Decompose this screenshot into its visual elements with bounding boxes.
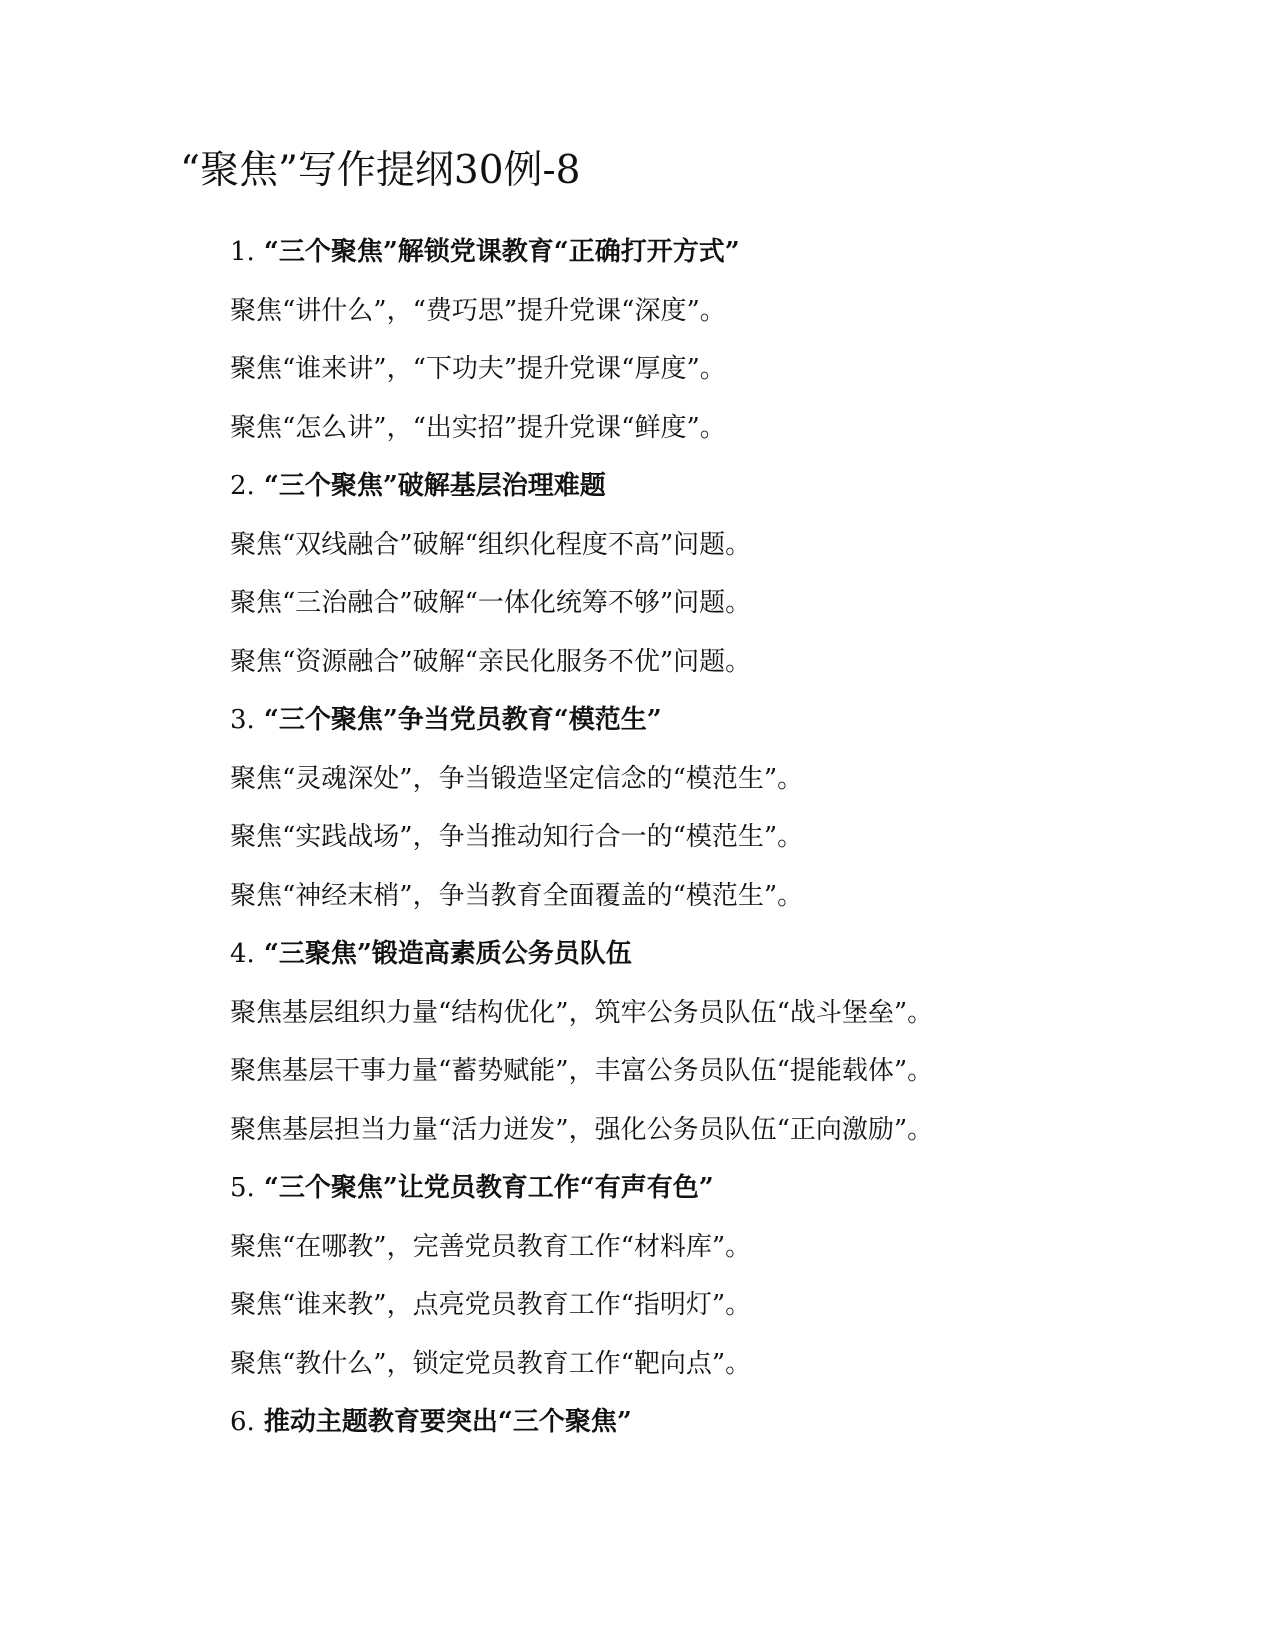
section-heading-text: “三个聚焦”破解基层治理难题 (263, 471, 606, 501)
section-heading (230, 457, 1250, 516)
section-number: 5. (230, 1173, 255, 1203)
section-heading-text: “三个聚焦”争当党员教育“模范生” (263, 705, 662, 735)
section-number: 3. (230, 705, 255, 735)
section-heading (230, 1393, 1250, 1452)
outline-item: 聚焦“教什么”，锁定党员教育工作“靶向点”。 (230, 1348, 752, 1379)
outline-item: 聚焦“谁来讲”，“下功夫”提升党课“厚度”。 (230, 354, 726, 384)
outline-item: 聚焦“实践战场”，争当推动知行合一的“模范生”。 (230, 822, 804, 852)
section-number: 2. (230, 471, 255, 501)
section-heading-text: “三个聚焦”解锁党课教育“正确打开方式” (263, 237, 740, 267)
outline-item: 聚焦“怎么讲”，“出实招”提升党课“鲜度”。 (230, 412, 726, 443)
outline-item: 聚焦“讲什么”，“费巧思”提升党课“深度”。 (230, 295, 726, 326)
outline-item: 聚焦“资源融合”破解“亲民化服务不优”问题。 (230, 646, 752, 677)
section-heading-text: “三聚焦”锻造高素质公务员队伍 (263, 939, 632, 969)
outline-item: 聚焦“灵魂深处”，争当锻造坚定信念的“模范生”。 (230, 763, 804, 794)
outline-item: 聚焦“在哪教”，完善党员教育工作“材料库”。 (230, 1231, 752, 1262)
outline-item: 聚焦“谁来教”，点亮党员教育工作“指明灯”。 (230, 1290, 752, 1320)
section-number: 6. (230, 1407, 255, 1437)
outline-item: 聚焦基层担当力量“活力迸发”，强化公务员队伍“正向激励”。 (230, 1114, 934, 1145)
section-heading-text: “三个聚焦”让党员教育工作“有声有色” (263, 1173, 714, 1203)
section-heading-text: 推动主题教育要突出“三个聚焦” (263, 1407, 632, 1437)
outline-content (230, 223, 1250, 1452)
section-number: 1. (230, 237, 255, 267)
section-heading (230, 223, 1250, 282)
section-number: 4. (230, 939, 255, 969)
outline-item: 聚焦“双线融合”破解“组织化程度不高”问题。 (230, 529, 752, 560)
outline-item: 聚焦“三治融合”破解“一体化统筹不够”问题。 (230, 588, 752, 618)
outline-item: 聚焦“神经末梢”，争当教育全面覆盖的“模范生”。 (230, 880, 804, 911)
outline-item: 聚焦基层干事力量“蓄势赋能”，丰富公务员队伍“提能载体”。 (230, 1056, 934, 1086)
section-heading (230, 691, 1250, 750)
section-heading (230, 925, 1250, 984)
document-title: “聚焦”写作提纲30例-8 (180, 148, 581, 193)
outline-item: 聚焦基层组织力量“结构优化”，筑牢公务员队伍“战斗堡垒”。 (230, 997, 934, 1028)
section-heading (230, 1159, 1250, 1218)
